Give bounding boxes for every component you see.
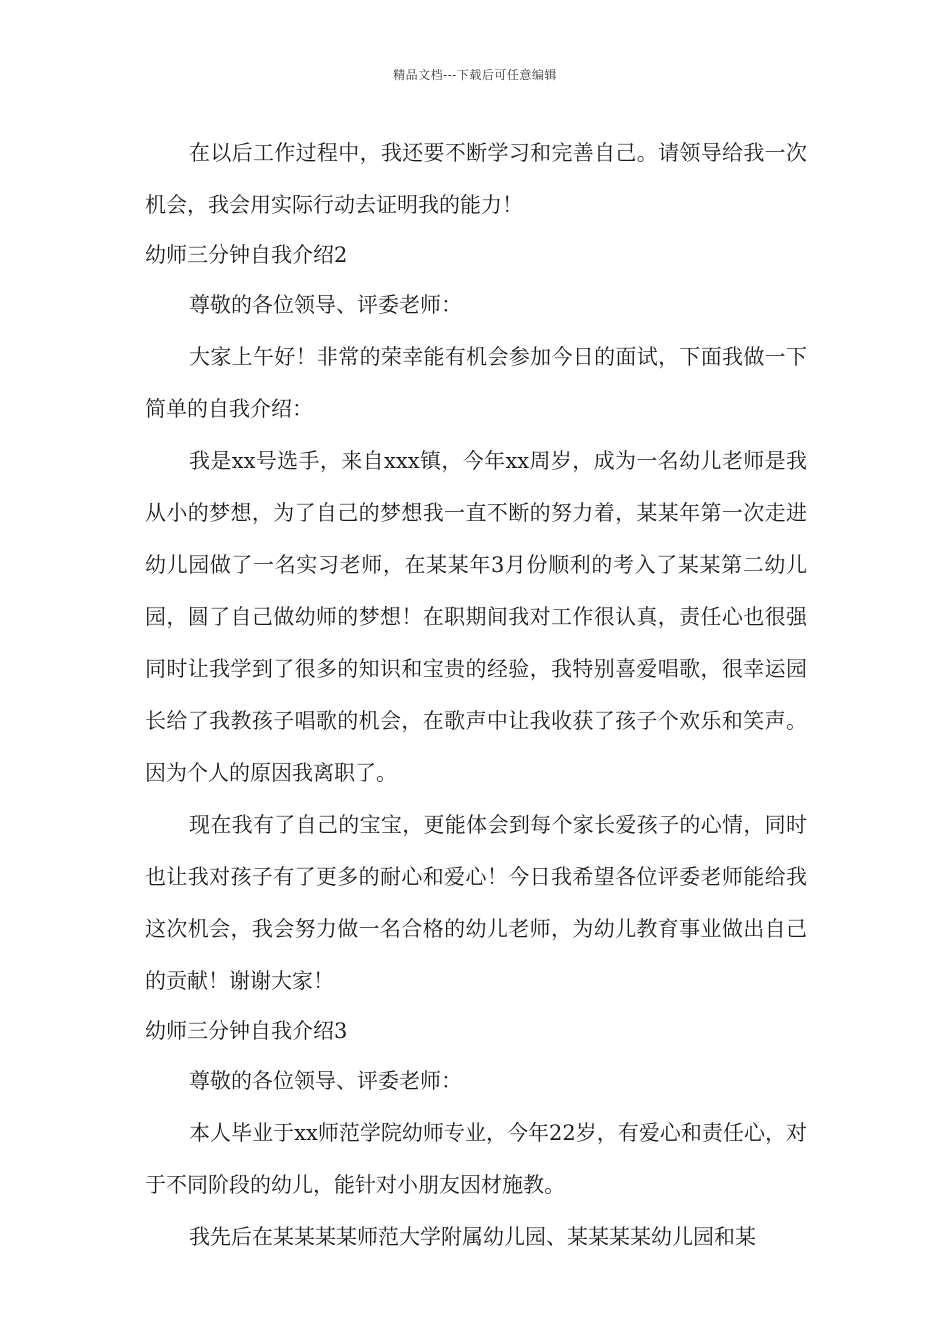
section-heading: 幼师三分钟自我介绍3: [145, 1019, 348, 1043]
paragraph: 在以后工作过程中，我还要不断学习和完善自己。请领导给我一次机会，我会用实际行动去证明我的能力！: [145, 141, 807, 217]
salutation: 尊敬的各位领导、评委老师：: [189, 1069, 462, 1093]
salutation: 尊敬的各位领导、评委老师：: [189, 293, 462, 317]
paragraph: 我是xx号选手，来自xxx镇，今年xx周岁，成为一名幼儿老师是我从小的梦想，为了自己的梦想我一直不断的努力着，某某年第一次走进幼儿园做了一名实习老师，在某某年3月份顺利的考入了某某第二幼儿园，圆了自己做幼师的梦想！在职期间我对工作很认真，责任心也很强同时让我学到了很多的知识和宝贵的经验，我特别喜爱唱歌，很幸运园长给了我教孩子唱歌的机会，在歌声中让我收获了孩子个欢乐和笑声。因为个人的原因我离职了。: [145, 449, 807, 785]
page-header: 精品文档---下载后可任意编辑: [393, 68, 557, 82]
paragraph: 现在我有了自己的宝宝，更能体会到每个家长爱孩子的心情，同时也让我对孩子有了更多的耐心和爱心！今日我希望各位评委老师能给我这次机会，我会努力做一名合格的幼儿老师，为幼儿教育事业做出自己的贡献！谢谢大家！: [145, 813, 807, 993]
paragraph: 我先后在某某某某师范大学附属幼儿园、某某某某幼儿园和某: [189, 1225, 756, 1249]
document-body: [145, 127, 807, 1263]
paragraph: 本人毕业于xx师范学院幼师专业，今年22岁，有爱心和责任心，对于不同阶段的幼儿，能针对小朋友因材施教。: [145, 1121, 807, 1197]
section-heading: 幼师三分钟自我介绍2: [145, 243, 348, 267]
paragraph: 大家上午好！非常的荣幸能有机会参加今日的面试，下面我做一下简单的自我介绍：: [145, 345, 807, 421]
